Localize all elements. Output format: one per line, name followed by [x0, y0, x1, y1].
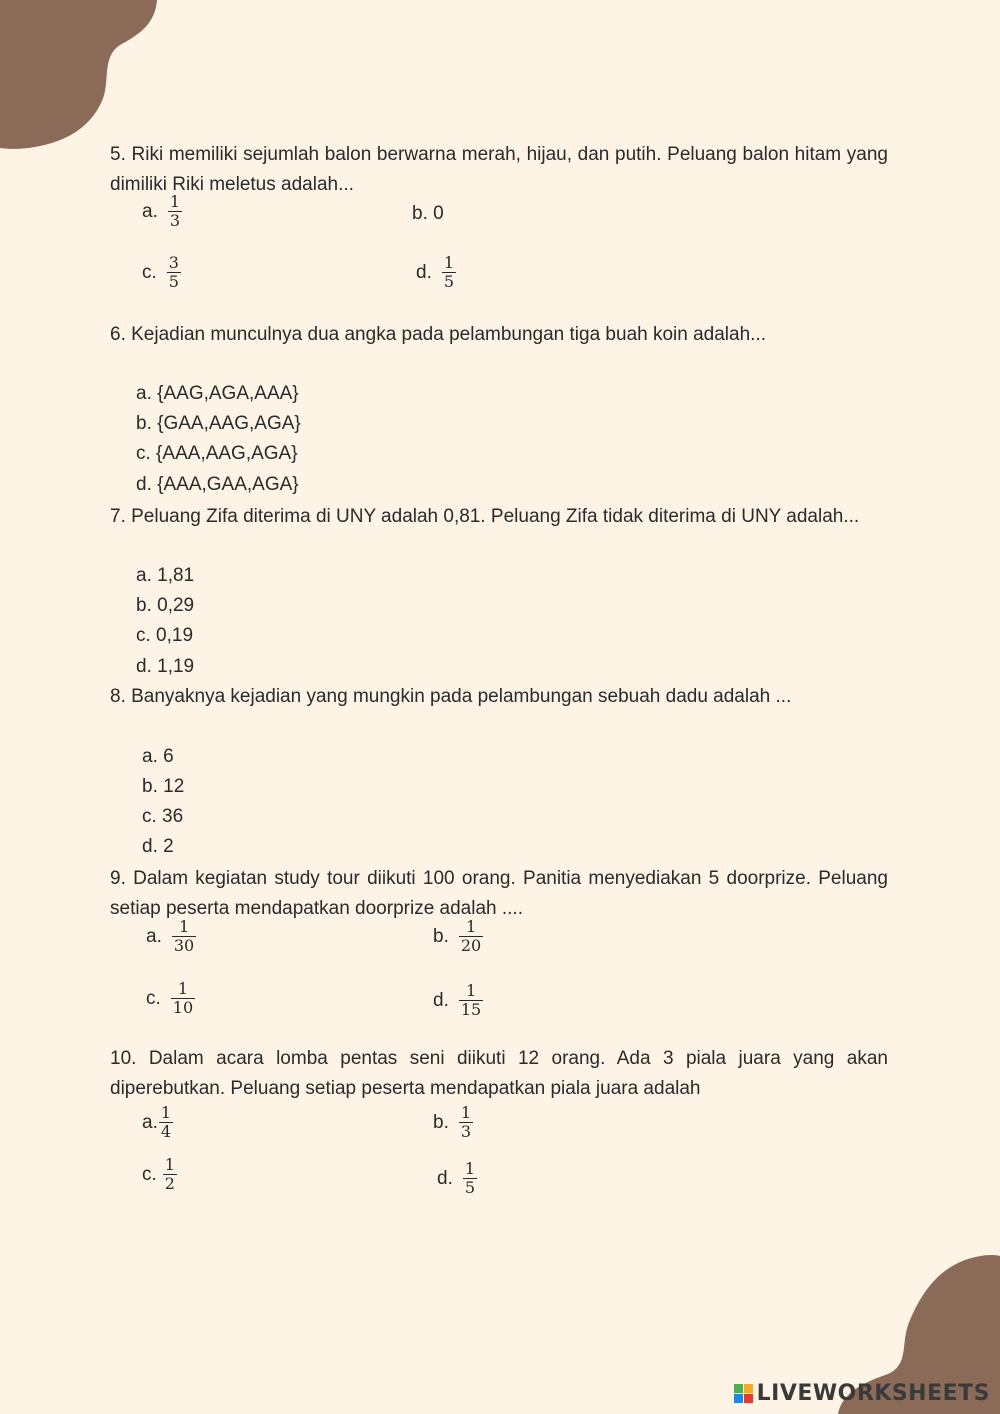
q5-option-d[interactable]: d. $\frac{1}{5}$	[416, 253, 455, 291]
q9-option-b[interactable]: b. $\frac{1}{20}$	[433, 917, 482, 955]
q6-option-a[interactable]: a. {AAG,AGA,AAA}	[136, 383, 299, 404]
q5-option-c[interactable]: c. $\frac{3}{5}$	[142, 253, 179, 291]
q6-option-c[interactable]: c. {AAA,AAG,AGA}	[136, 443, 298, 464]
question-8-text: 8. Banyaknya kejadian yang mungkin pada pelambungan sebuah dadu adalah ...	[110, 686, 792, 707]
fraction: $\frac{1}{3}$	[169, 192, 181, 230]
fraction: $\frac{1}{10}$	[172, 979, 194, 1017]
q10-option-c[interactable]: c. $\frac{1}{2}$	[142, 1155, 175, 1193]
q8-option-b[interactable]: b. 12	[142, 776, 185, 797]
q10-option-d[interactable]: d. $\frac{1}{5}$	[437, 1159, 476, 1197]
fraction: $\frac{1}{2}$	[164, 1155, 175, 1193]
fraction: $\frac{1}{15}$	[460, 981, 482, 1019]
liveworksheets-logo	[734, 1381, 990, 1406]
q7-option-c[interactable]: c. 0,19	[136, 625, 194, 646]
q9-option-a[interactable]: a. $\frac{1}{30}$	[146, 917, 195, 955]
q10-option-a[interactable]: a. $\frac{1}{4}$	[142, 1103, 172, 1141]
question-10-text: 10. Dalam acara lomba pentas seni diikuti 12 orang. Ada 3 piala juara yang akan diperebutkan. Peluang setiap peserta mendapatkan piala juara adalah	[110, 1048, 888, 1099]
fraction: $\frac{3}{5}$	[168, 253, 179, 291]
q6-option-d[interactable]: d. {AAA,GAA,AGA}	[136, 474, 299, 495]
fraction: $\frac{1}{30}$	[173, 917, 195, 955]
fraction: $\frac{1}{5}$	[464, 1159, 476, 1197]
fraction: $\frac{1}{20}$	[460, 917, 482, 955]
question-9-text: 9. Dalam kegiatan study tour diikuti 100 orang. Panitia menyediakan 5 doorprize. Peluang setiap peserta mendapatkan doorprize adalah ....	[110, 868, 888, 919]
q10-option-b[interactable]: b. $\frac{1}{3}$	[433, 1103, 472, 1141]
liveworksheets-mark-icon	[734, 1384, 753, 1403]
question-7-text: 7. Peluang Zifa diterima di UNY adalah 0,81. Peluang Zifa tidak diterima di UNY adalah...	[110, 506, 860, 527]
q5-option-b[interactable]: b. 0	[412, 203, 444, 224]
q5-option-a[interactable]: a. $\frac{1}{3}$	[142, 192, 181, 230]
q8-option-a[interactable]: a. 6	[142, 746, 174, 767]
q8-option-d[interactable]: d. 2	[142, 836, 174, 857]
q9-option-d[interactable]: d. $\frac{1}{15}$	[433, 981, 482, 1019]
q7-option-b[interactable]: b. 0,29	[136, 595, 195, 616]
question-5-text: 5. Riki memiliki sejumlah balon berwarna merah, hijau, dan putih. Peluang balon hitam yang dimiliki Riki meletus adalah...	[110, 144, 888, 195]
q7-option-d[interactable]: d. 1,19	[136, 656, 195, 677]
q8-option-c[interactable]: c. 36	[142, 806, 184, 827]
fraction: $\frac{1}{4}$	[160, 1103, 172, 1141]
liveworksheets-wordmark: LIVEWORKSHEETS	[756, 1381, 990, 1406]
q6-option-b[interactable]: b. {GAA,AAG,AGA}	[136, 413, 301, 434]
question-6-text: 6. Kejadian munculnya dua angka pada pelambungan tiga buah koin adalah...	[110, 324, 767, 345]
q9-option-c[interactable]: c. $\frac{1}{10}$	[146, 979, 194, 1017]
fraction: $\frac{1}{5}$	[443, 253, 455, 291]
top-left-blob	[0, 0, 160, 150]
fraction: $\frac{1}{3}$	[460, 1103, 472, 1141]
q7-option-a[interactable]: a. 1,81	[136, 565, 195, 586]
